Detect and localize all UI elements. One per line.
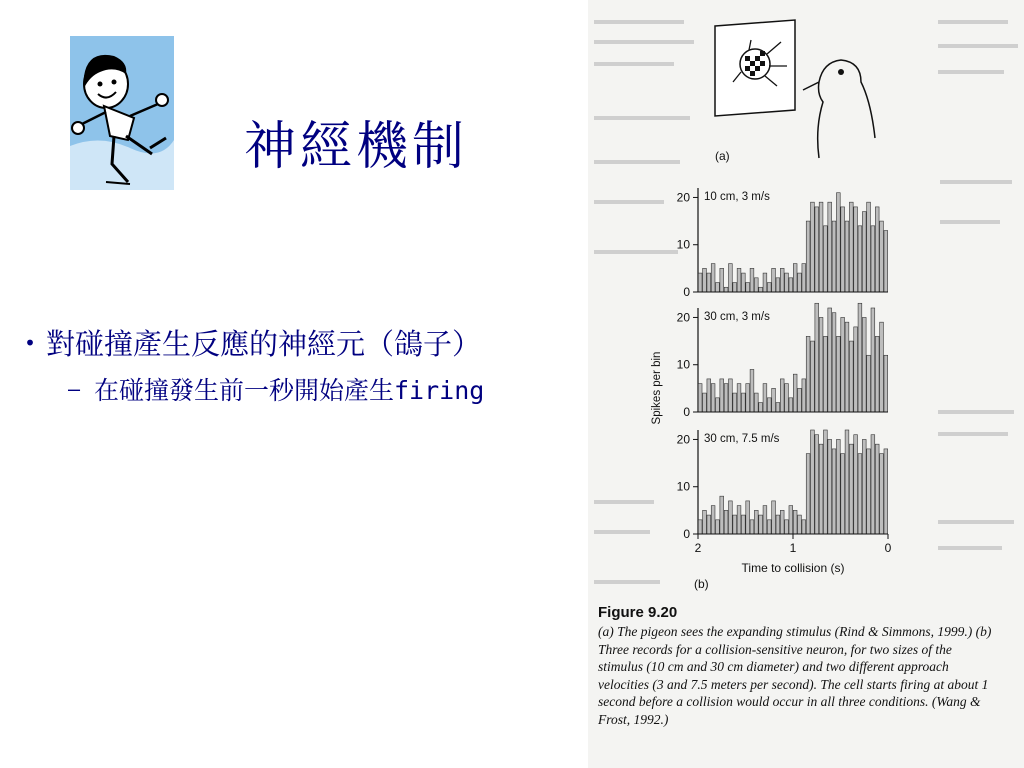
histogram-bar [824, 430, 828, 534]
condition-label: 30 cm, 7.5 m/s [704, 433, 780, 445]
histogram-bar [776, 515, 780, 534]
histogram-bar [824, 226, 828, 292]
histogram-bar [785, 273, 789, 292]
histogram-bar [737, 384, 741, 412]
histogram-bar [703, 510, 707, 534]
histogram-bar [867, 355, 871, 412]
histogram-bar [711, 384, 715, 412]
histogram-bar [880, 221, 884, 292]
histogram-bar [750, 520, 754, 534]
y-tick-label: 0 [683, 405, 690, 419]
histogram-bar [798, 388, 802, 412]
histogram-bar [875, 444, 879, 534]
panel-b-histograms [648, 178, 924, 598]
y-tick-label: 10 [676, 357, 690, 372]
histogram-bar [780, 510, 784, 534]
histogram-bar [772, 268, 776, 292]
histogram-bar [711, 506, 715, 534]
histogram-bar [793, 264, 797, 292]
histogram-bar [811, 341, 815, 412]
histogram-bar [750, 369, 754, 412]
histogram-bar [737, 268, 741, 292]
histogram-bar [746, 501, 750, 534]
histogram-bar [754, 393, 758, 412]
y-tick-label: 20 [676, 190, 690, 205]
histogram-bar [815, 303, 819, 412]
histogram-bar [716, 398, 720, 412]
histogram-bar [720, 268, 724, 292]
histogram-bar [880, 454, 884, 534]
bullet-list [24, 322, 484, 407]
histogram-bar [841, 317, 845, 412]
histogram-bar [884, 449, 888, 534]
y-tick-label: 0 [683, 285, 690, 299]
histogram-bar [793, 510, 797, 534]
histogram-bar [832, 313, 836, 412]
histogram-bar [746, 384, 750, 412]
histogram-bar [737, 506, 741, 534]
x-tick-label: 2 [694, 541, 702, 555]
histogram-bar [819, 202, 823, 292]
sub-bullet-item [68, 371, 484, 407]
histogram-bar [720, 379, 724, 412]
histogram-bar [806, 454, 810, 534]
histogram-bar [793, 374, 797, 412]
histogram-bar [789, 398, 793, 412]
histogram-bar [767, 283, 771, 292]
panel-a-pigeon-diagram [711, 18, 931, 168]
histogram-bar [871, 226, 875, 292]
histogram-bar [759, 403, 763, 412]
y-axis-label: Spikes per bin [651, 351, 663, 425]
panel-b-label: (b) [694, 577, 709, 591]
histogram-bar [724, 510, 728, 534]
histogram-bar [836, 336, 840, 412]
histogram-bar [867, 202, 871, 292]
histogram-bar [875, 336, 879, 412]
histogram-bar [841, 207, 845, 292]
histogram-bar [824, 336, 828, 412]
histogram-bar [724, 384, 728, 412]
skater-clipart [70, 36, 174, 190]
histogram-bar [802, 520, 806, 534]
histogram-bar [780, 379, 784, 412]
histogram-bar [741, 273, 745, 292]
histogram-bar [716, 283, 720, 292]
histogram-bar [841, 454, 845, 534]
histogram-bar [750, 268, 754, 292]
slide-title: 神經機制 [244, 117, 469, 177]
histogram-bar [880, 322, 884, 412]
histogram-bar [802, 379, 806, 412]
histogram-bar [754, 278, 758, 292]
histogram-bar [828, 202, 832, 292]
histogram-bar [802, 264, 806, 292]
histogram-bar [806, 221, 810, 292]
histogram-bar [858, 303, 862, 412]
histogram-bar [711, 264, 715, 292]
histogram-bar [819, 317, 823, 412]
histogram-bar [772, 501, 776, 534]
histogram-bar [716, 520, 720, 534]
histogram-bar [854, 327, 858, 412]
histogram-bar [819, 444, 823, 534]
histogram-bar [815, 207, 819, 292]
histogram-bar [785, 384, 789, 412]
histogram-bar [763, 506, 767, 534]
histogram-bar [729, 501, 733, 534]
histogram-bar [707, 379, 711, 412]
histogram-bar [724, 287, 728, 292]
histogram-bar [832, 221, 836, 292]
y-tick-label: 0 [683, 527, 690, 541]
histogram-bar [854, 207, 858, 292]
histogram-bar [871, 308, 875, 412]
histogram-bar [720, 496, 724, 534]
histogram-bar [759, 515, 763, 534]
caption-body: (a) The pigeon sees the expanding stimulus (Rind & Simmons, 1999.) (b) Three records for a collision-sensitive neuron, for two sizes of the stimulus (10 cm and 30 cm diameter) and two different approach velocities (3 and 7.5 meters per second). The cell starts firing at about 1 second before a collision would occur in all three conditions. (Wang & Frost, 1992.) [598, 624, 992, 727]
histogram-bar [733, 283, 737, 292]
histogram-bar [698, 520, 702, 534]
histogram-bar [849, 444, 853, 534]
caption-title: Figure 9.20 [598, 604, 678, 621]
histogram-bar [849, 341, 853, 412]
histogram-bar [798, 273, 802, 292]
histogram-bar [733, 515, 737, 534]
textbook-figure-scan [588, 0, 1024, 768]
y-tick-label: 10 [676, 479, 690, 494]
histogram-bar [798, 515, 802, 534]
x-tick-label: 0 [884, 541, 892, 555]
histogram-bar [703, 393, 707, 412]
condition-label: 10 cm, 3 m/s [704, 191, 770, 203]
histogram-bar [707, 515, 711, 534]
sub-bullet-text: 在碰撞發生前一秒開始產生firing [94, 376, 485, 405]
figure-caption [598, 604, 998, 728]
histogram-bar [836, 439, 840, 534]
panel-a-label: (a) [715, 149, 730, 163]
histogram-bar [832, 449, 836, 534]
histogram-bar [763, 273, 767, 292]
histogram-bar [767, 520, 771, 534]
histogram-bar [741, 393, 745, 412]
histogram-bar [811, 202, 815, 292]
bullet-text: 對碰撞產生反應的神經元（鴿子） [46, 327, 482, 361]
x-tick-label: 1 [789, 541, 797, 555]
histogram-bar [759, 287, 763, 292]
histogram-bar [698, 384, 702, 412]
dash-icon: – [68, 377, 81, 401]
histogram-bar [871, 435, 875, 534]
histogram-bar [703, 268, 707, 292]
histogram-bar [862, 317, 866, 412]
y-tick-label: 20 [676, 432, 690, 447]
histogram-bar [815, 435, 819, 534]
histogram-bar [811, 430, 815, 534]
histogram-bar [754, 510, 758, 534]
condition-label: 30 cm, 3 m/s [704, 311, 770, 323]
histogram-bar [862, 212, 866, 292]
histogram-bar [862, 439, 866, 534]
histogram-bar [845, 430, 849, 534]
histogram-bar [733, 393, 737, 412]
histogram-bar [884, 231, 888, 292]
histogram-bar [698, 273, 702, 292]
histogram-bar [789, 278, 793, 292]
histogram-bar [867, 449, 871, 534]
histogram-bar [854, 435, 858, 534]
histogram-bar [875, 207, 879, 292]
y-tick-label: 20 [676, 310, 690, 325]
histogram-bar [858, 454, 862, 534]
histogram-bar [707, 273, 711, 292]
histogram-bar [772, 388, 776, 412]
histogram-bar [858, 226, 862, 292]
histogram-bar [884, 355, 888, 412]
histogram-bar [729, 379, 733, 412]
bullet-dot-icon: • [24, 330, 37, 355]
histogram-bar [849, 202, 853, 292]
histogram-bar [836, 193, 840, 292]
skater-illustration [70, 36, 174, 190]
histogram-bar [741, 515, 745, 534]
bullet-item [24, 322, 484, 363]
histogram-bar [828, 439, 832, 534]
histogram-bar [776, 403, 780, 412]
histogram-bar [746, 283, 750, 292]
x-axis-label: Time to collision (s) [741, 561, 845, 575]
histogram-bar [729, 264, 733, 292]
histogram-bar [828, 308, 832, 412]
histogram-bar [776, 278, 780, 292]
histogram-bar [763, 384, 767, 412]
histogram-bar [780, 268, 784, 292]
histogram-bar [789, 506, 793, 534]
histogram-bar [785, 520, 789, 534]
histogram-bar [845, 221, 849, 292]
histogram-bar [845, 322, 849, 412]
histogram-bar [806, 336, 810, 412]
histogram-bar [767, 398, 771, 412]
y-tick-label: 10 [676, 237, 690, 252]
